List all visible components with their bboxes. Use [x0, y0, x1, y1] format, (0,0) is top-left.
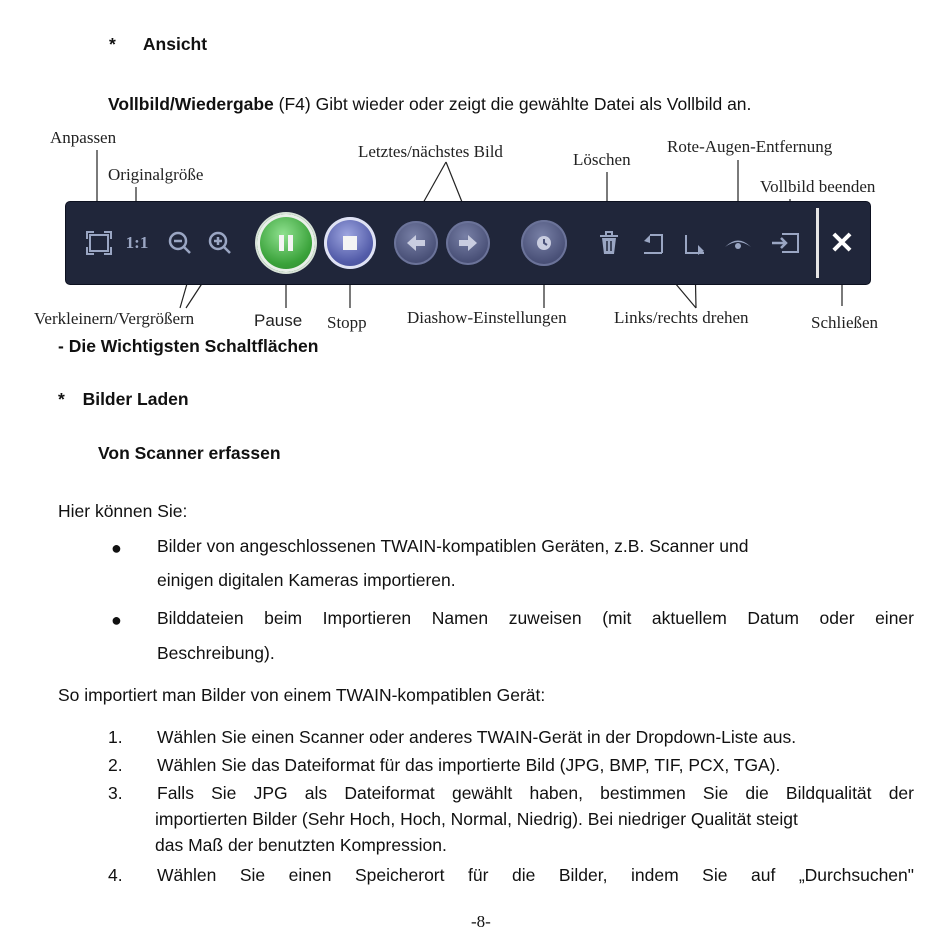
clock-icon: [534, 233, 554, 253]
exit-fullscreen-button[interactable]: [770, 229, 802, 257]
heading-text: Bilder Laden: [82, 389, 189, 409]
heading-text: Ansicht: [142, 34, 208, 54]
bullet-dot: ●: [111, 610, 122, 630]
step-number: 1.: [108, 727, 123, 747]
figure-caption: - Die Wichtigsten Schaltflächen: [58, 336, 319, 356]
bullet-item-2-line-1: Bilddateien beim Importieren Namen zuweisen (mit aktuellem Datum oder einer: [157, 608, 914, 628]
label-diashow-einstellungen: Diashow-Einstellungen: [407, 308, 567, 327]
previous-image-button[interactable]: [394, 221, 438, 265]
subheading-von-scanner: Von Scanner erfassen: [98, 443, 281, 463]
bullet-dot: ●: [111, 538, 122, 558]
label-originalgroesse: Originalgröße: [108, 165, 204, 184]
delete-button[interactable]: [596, 229, 622, 257]
label-loeschen: Löschen: [573, 150, 631, 169]
stop-button[interactable]: [324, 217, 376, 269]
step-2-text: Wählen Sie das Dateiformat für das importierte Bild (JPG, BMP, TIF, PCX, TGA).: [157, 755, 781, 775]
close-icon: ✕: [829, 226, 855, 260]
step-3-text-line-3: das Maß der benutzten Kompression.: [155, 835, 447, 855]
label-anpassen: Anpassen: [50, 128, 117, 147]
fit-to-window-button[interactable]: [86, 230, 112, 256]
label-links-rechts-drehen: Links/rechts drehen: [614, 308, 749, 327]
zoom-in-button[interactable]: [206, 229, 234, 257]
label-verkleinern-vergroessern: Verkleinern/Vergrößern: [34, 309, 195, 328]
slideshow-settings-button[interactable]: [521, 220, 567, 266]
pause-icon: [274, 231, 298, 255]
label-schliessen: Schließen: [811, 313, 879, 332]
zoom-in-icon: [206, 229, 234, 257]
red-eye-removal-button[interactable]: [722, 232, 754, 254]
step-4-text: Wählen Sie einen Speicherort für die Bilder, indem Sie auf „Durchsuchen": [157, 865, 914, 885]
original-size-label: 1:1: [125, 233, 149, 252]
vollbild-text: (F4) Gibt wieder oder zeigt die gewählte Datei als Vollbild an.: [273, 94, 752, 114]
heading-bullet: *: [109, 34, 116, 54]
rotate-left-icon: [640, 229, 668, 257]
eye-icon: [722, 232, 754, 254]
zoom-out-icon: [166, 229, 194, 257]
next-image-button[interactable]: [446, 221, 490, 265]
bullet-item-2-line-2: Beschreibung).: [157, 643, 275, 663]
vollbild-term: Vollbild/Wiedergabe: [108, 94, 274, 114]
step-3-text-line-2: importierten Bilder (Sehr Hoch, Hoch, Normal, Niedrig). Bei niedriger Qualität steigt: [155, 809, 798, 829]
step-1-text: Wählen Sie einen Scanner oder anderes TWAIN-Gerät in der Dropdown-Liste aus.: [157, 727, 797, 747]
label-stopp: Stopp: [327, 313, 367, 332]
trash-icon: [596, 229, 622, 257]
rotate-right-icon: [680, 229, 708, 257]
leader-lines: [0, 0, 950, 360]
page-number: -8-: [471, 912, 491, 931]
section-heading-bilder-laden: [58, 389, 189, 410]
viewer-toolbar: [66, 202, 870, 284]
label-pause: Pause: [254, 311, 303, 330]
label-letztes-naechstes-bild: Letztes/nächstes Bild: [358, 142, 503, 161]
bullet-item-1-line-1: Bilder von angeschlossenen TWAIN-kompatiblen Geräten, z.B. Scanner und: [157, 536, 749, 556]
label-rote-augen-entfernung: Rote-Augen-Entfernung: [667, 137, 833, 156]
bullet-item-1-line-2: einigen digitalen Kameras importieren.: [157, 570, 456, 590]
heading-bullet: *: [58, 389, 65, 409]
step-number: 2.: [108, 755, 123, 775]
step-number: 4.: [108, 865, 123, 885]
step-number: 3.: [108, 783, 123, 803]
fit-icon: [86, 230, 112, 256]
exit-fullscreen-icon: [770, 229, 802, 257]
pause-button[interactable]: [257, 214, 315, 272]
zoom-out-button[interactable]: [166, 229, 194, 257]
close-button[interactable]: [824, 224, 860, 262]
intro-text: Hier können Sie:: [58, 501, 188, 521]
rotate-right-button[interactable]: [680, 229, 708, 257]
original-size-button[interactable]: [122, 231, 152, 255]
arrow-right-icon: [456, 231, 480, 255]
label-vollbild-beenden: Vollbild beenden: [760, 177, 876, 196]
arrow-left-icon: [404, 231, 428, 255]
step-3-text-line-1: Falls Sie JPG als Dateiformat gewählt haben, bestimmen Sie die Bildqualität der: [157, 783, 914, 803]
steps-intro: So importiert man Bilder von einem TWAIN-kompatiblen Gerät:: [58, 685, 546, 705]
rotate-left-button[interactable]: [640, 229, 668, 257]
toolbar-separator: [816, 208, 819, 278]
stop-icon: [340, 233, 360, 253]
